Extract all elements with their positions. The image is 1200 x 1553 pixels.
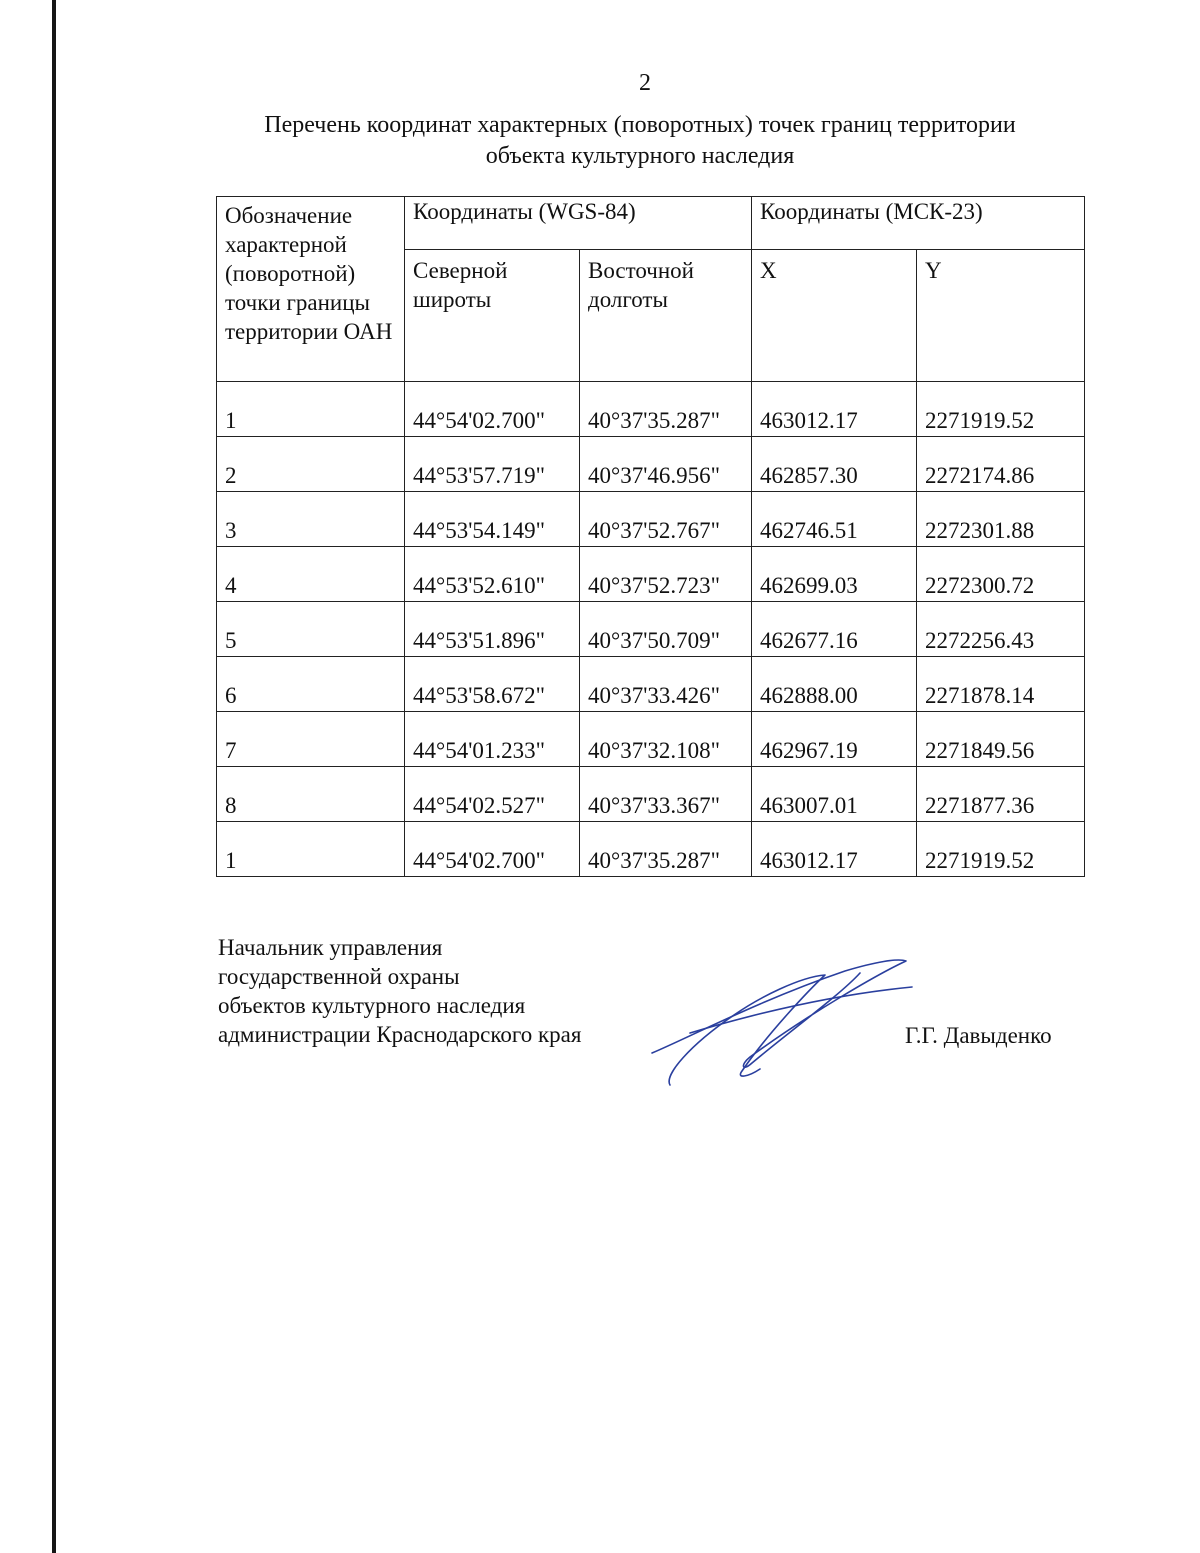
cell-longitude: 40°37'35.287" xyxy=(580,822,752,877)
cell-x: 462746.51 xyxy=(752,492,917,547)
cell-point: 1 xyxy=(217,382,405,437)
cell-x: 462888.00 xyxy=(752,657,917,712)
cell-longitude: 40°37'46.956" xyxy=(580,437,752,492)
cell-x: 462699.03 xyxy=(752,547,917,602)
cell-y: 2271878.14 xyxy=(917,657,1085,712)
cell-longitude: 40°37'33.426" xyxy=(580,657,752,712)
signatory-position-line: Начальник управления xyxy=(218,935,443,960)
signatory-position xyxy=(218,933,581,1049)
cell-point: 4 xyxy=(217,547,405,602)
signer-name: Г.Г. Давыденко xyxy=(905,1023,1052,1048)
cell-latitude: 44°53'51.896" xyxy=(405,602,580,657)
table-header-row xyxy=(217,197,1085,250)
header-x: X xyxy=(752,250,917,382)
cell-latitude: 44°54'01.233" xyxy=(405,712,580,767)
table-row xyxy=(217,602,1085,657)
cell-x: 463012.17 xyxy=(752,822,917,877)
cell-x: 462967.19 xyxy=(752,712,917,767)
signatory-position-line: объектов культурного наследия xyxy=(218,993,526,1018)
cell-x: 462857.30 xyxy=(752,437,917,492)
cell-y: 2271919.52 xyxy=(917,822,1085,877)
cell-x: 463007.01 xyxy=(752,767,917,822)
cell-longitude: 40°37'35.287" xyxy=(580,382,752,437)
cell-y: 2272174.86 xyxy=(917,437,1085,492)
document-title-line-1: Перечень координат характерных (поворотных) точек границ территории xyxy=(264,112,1016,138)
table-row xyxy=(217,382,1085,437)
cell-x: 463012.17 xyxy=(752,382,917,437)
cell-latitude: 44°54'02.700" xyxy=(405,822,580,877)
cell-y: 2272301.88 xyxy=(917,492,1085,547)
table-row xyxy=(217,767,1085,822)
header-point-designation: Обозначение характерной (поворотной) точки границы территории ОАН xyxy=(217,197,405,382)
cell-latitude: 44°53'57.719" xyxy=(405,437,580,492)
cell-y: 2271849.56 xyxy=(917,712,1085,767)
cell-x: 462677.16 xyxy=(752,602,917,657)
document-title xyxy=(180,110,1100,172)
table-row xyxy=(217,822,1085,877)
cell-latitude: 44°53'58.672" xyxy=(405,657,580,712)
cell-y: 2272256.43 xyxy=(917,602,1085,657)
cell-point: 3 xyxy=(217,492,405,547)
cell-latitude: 44°53'54.149" xyxy=(405,492,580,547)
cell-latitude: 44°54'02.700" xyxy=(405,382,580,437)
cell-point: 8 xyxy=(217,767,405,822)
cell-longitude: 40°37'50.709" xyxy=(580,602,752,657)
cell-longitude: 40°37'33.367" xyxy=(580,767,752,822)
header-wgs84-group: Координаты (WGS-84) xyxy=(405,197,752,250)
header-msk23-group: Координаты (МСК-23) xyxy=(752,197,1085,250)
header-latitude: Северной широты xyxy=(405,250,580,382)
table-row xyxy=(217,437,1085,492)
cell-y: 2272300.72 xyxy=(917,547,1085,602)
table-row xyxy=(217,547,1085,602)
coordinates-table xyxy=(216,196,1085,877)
signatory-position-line: государственной охраны xyxy=(218,964,460,989)
scan-left-edge xyxy=(52,0,56,1553)
cell-latitude: 44°54'02.527" xyxy=(405,767,580,822)
cell-latitude: 44°53'52.610" xyxy=(405,547,580,602)
table-row xyxy=(217,657,1085,712)
cell-point: 2 xyxy=(217,437,405,492)
cell-longitude: 40°37'32.108" xyxy=(580,712,752,767)
cell-y: 2271877.36 xyxy=(917,767,1085,822)
cell-point: 5 xyxy=(217,602,405,657)
table-row xyxy=(217,712,1085,767)
cell-y: 2271919.52 xyxy=(917,382,1085,437)
cell-point: 6 xyxy=(217,657,405,712)
cell-point: 1 xyxy=(217,822,405,877)
document-title-line-2: объекта культурного наследия xyxy=(485,143,795,169)
table-row xyxy=(217,492,1085,547)
signature-stroke xyxy=(669,975,825,1085)
handwritten-signature xyxy=(630,945,930,1095)
cell-longitude: 40°37'52.723" xyxy=(580,547,752,602)
page-number: 2 xyxy=(639,70,651,96)
cell-longitude: 40°37'52.767" xyxy=(580,492,752,547)
signatory-position-line: администрации Краснодарского края xyxy=(218,1022,582,1047)
header-longitude: Восточной долготы xyxy=(580,250,752,382)
header-y: Y xyxy=(917,250,1085,382)
signature-stroke xyxy=(690,987,912,1033)
cell-point: 7 xyxy=(217,712,405,767)
